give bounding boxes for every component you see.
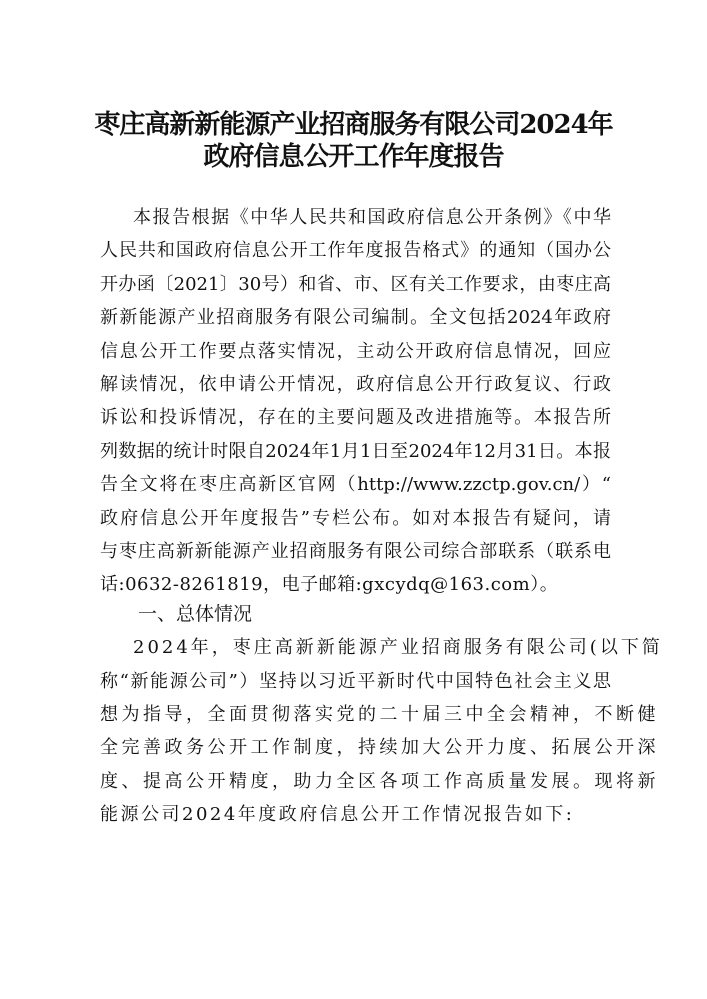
intro-line: 开办函〔2021〕30号）和省、市、区有关工作要求，由枣庄高: [100, 274, 611, 295]
intro-line: 列数据的统计时限自2024年1月1日至2024年12月31日。本报: [100, 441, 611, 462]
section1-line: 全完善政务公开工作制度，持续加大公开力度、拓展公开深: [100, 737, 659, 758]
intro-line: 新新能源产业招商服务有限公司编制。全文包括2024年政府: [100, 307, 611, 328]
document-title-line-2: 政府信息公开工作年度报告: [203, 142, 504, 172]
intro-line: 话:0632-8261819，电子邮箱:gxcydq@163.com）。: [100, 574, 559, 595]
intro-line: 与枣庄高新新能源产业招商服务有限公司综合部联系（联系电: [100, 541, 611, 562]
intro-line: 信息公开工作要点落实情况，主动公开政府信息情况，回应: [100, 341, 611, 362]
section1-line: 2024年，枣庄高新新能源产业招商服务有限公司(以下简: [133, 637, 663, 658]
section-heading: 一、总体情况: [138, 603, 253, 625]
intro-line: 诉讼和投诉情况，存在的主要问题及改进措施等。本报告所: [100, 407, 611, 428]
section1-line: 称“新能源公司”）坚持以习近平新时代中国特色社会主义思: [100, 671, 611, 692]
section1-line: 能源公司2024年度政府信息公开工作情况报告如下:: [100, 804, 575, 825]
intro-line: 政府信息公开年度报告”专栏公布。如对本报告有疑问，请: [100, 508, 611, 529]
intro-line: 本报告根据《中华人民共和国政府信息公开条例》《中华: [133, 207, 611, 228]
intro-line: 人民共和国政府信息公开工作年度报告格式》的通知（国办公: [100, 240, 611, 261]
document-title-line-1: 枣庄高新新能源产业招商服务有限公司2024年: [94, 110, 613, 140]
section1-line: 度、提高公开精度，助力全区各项工作高质量发展。现将新: [100, 771, 659, 792]
section1-line: 想为指导，全面贯彻落实党的二十届三中全会精神，不断健: [100, 704, 659, 725]
intro-line: 告全文将在枣庄高新区官网（http://www.zzctp.gov.cn/）“: [100, 474, 611, 495]
intro-line: 解读情况，依申请公开情况，政府信息公开行政复议、行政: [100, 374, 611, 395]
